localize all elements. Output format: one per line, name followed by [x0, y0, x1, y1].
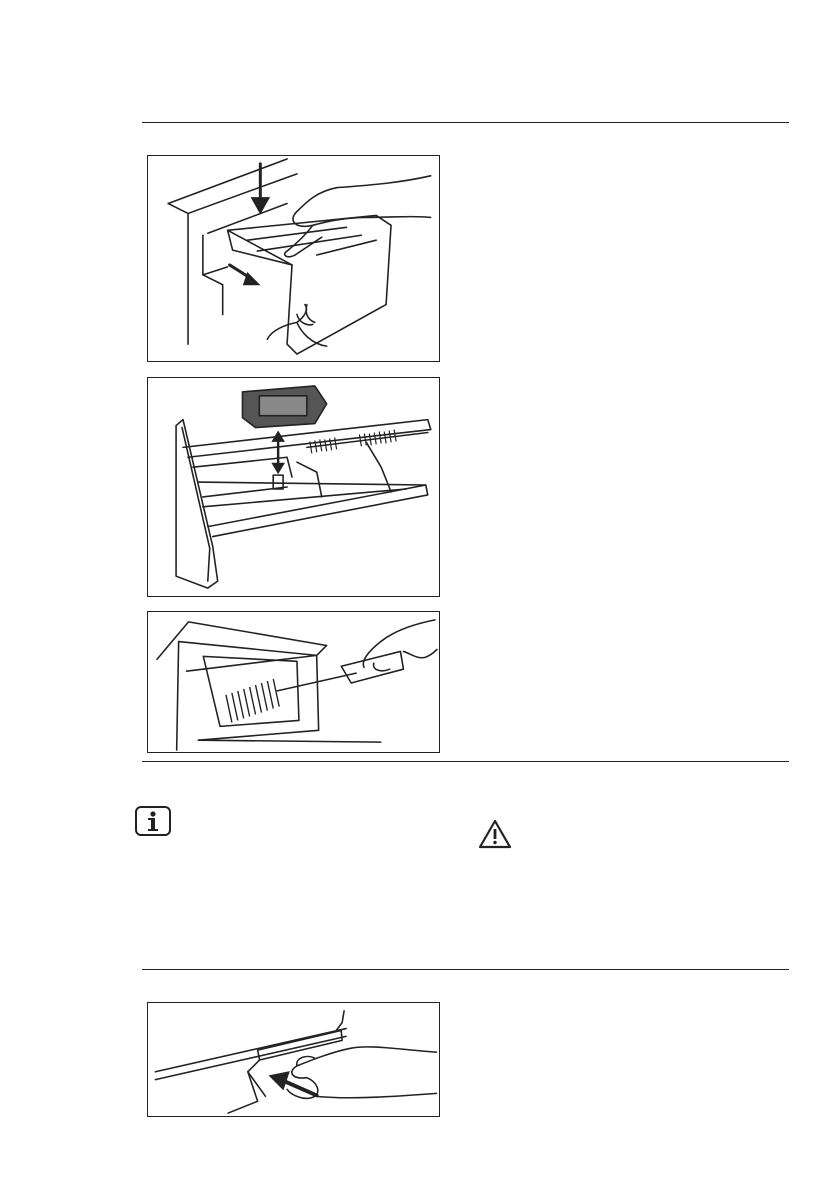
warning-triangle-icon — [478, 818, 512, 850]
siphon-cap-removal-illustration — [148, 378, 439, 596]
middle-rule — [142, 761, 789, 762]
figure-dispenser-removal — [147, 155, 440, 362]
top-rule — [142, 122, 789, 123]
info-icon — [135, 806, 171, 836]
figure-dispenser-insertion — [147, 1002, 440, 1117]
figure-recess-cleaning — [147, 611, 440, 753]
dispenser-removal-illustration — [148, 156, 439, 361]
dispenser-insertion-illustration — [148, 1003, 439, 1116]
lower-rule — [142, 969, 789, 970]
recess-cleaning-illustration — [148, 612, 439, 752]
figure-siphon-cap-removal — [147, 377, 440, 597]
